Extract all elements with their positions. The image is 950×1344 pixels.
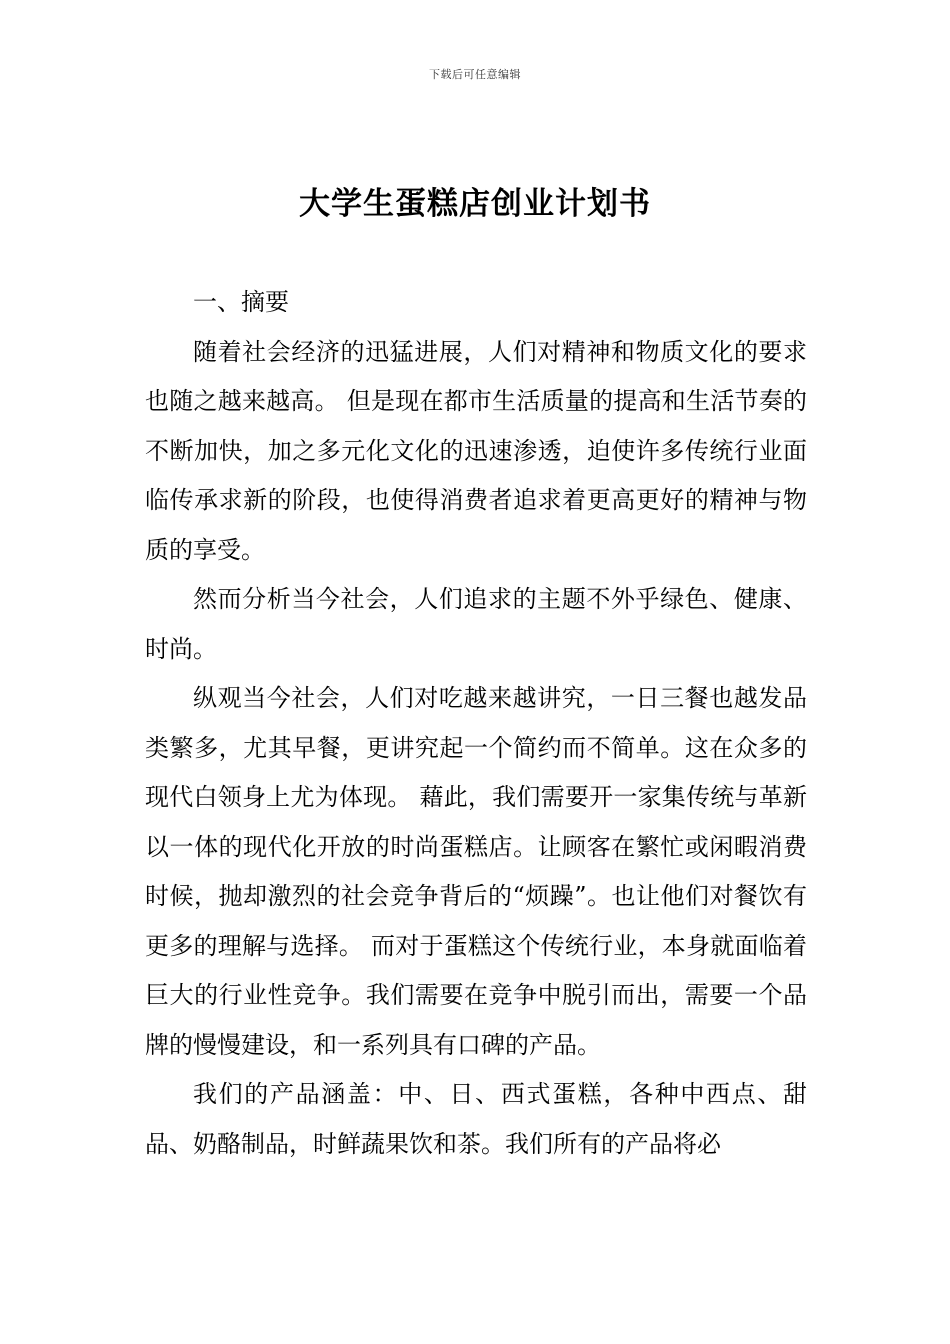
paragraph: 我们的产品涵盖：中、日、西式蛋糕，各种中西点、甜品、奶酪制品，时鲜蔬果饮和茶。我们所有的产品将必 (145, 1080, 807, 1158)
section-heading: 一、摘要 (193, 288, 289, 316)
paragraph: 纵观当今社会，人们对吃越来越讲究，一日三餐也越发品类繁多，尤其早餐，更讲究起一个简约而不简单。这在众多的现代白领身上尤为体现。 藉此，我们需要开一家集传统与革新以一体的现代化开放的时尚蛋糕店。让顾客在繁忙或闲暇消费时候，抛却激烈的社会竞争背后的“烦躁”。也让他们对餐饮有更多的理解与选择。 而对于蛋糕这个传统行业，本身就面临着巨大的行业性竞争。我们需要在竞争中脱引而出，需要一个品牌的慢慢建设，和一系列具有口碑的产品。 (145, 684, 807, 1059)
paragraph: 然而分析当今社会，人们追求的主题不外乎绿色、健康、时尚。 (145, 585, 807, 663)
document-body (145, 278, 807, 1169)
paragraph: 随着社会经济的迅猛进展，人们对精神和物质文化的要求也随之越来越高。 但是现在都市生活质量的提高和生活节奏的不断加快，加之多元化文化的迅速渗透，迫使许多传统行业面临传承求新的阶段，也使得消费者追求着更高更好的精神与物质的享受。 (145, 337, 807, 564)
document-title: 大学生蛋糕店创业计划书 (299, 186, 651, 222)
header-note: 下载后可任意编辑 (429, 68, 521, 81)
